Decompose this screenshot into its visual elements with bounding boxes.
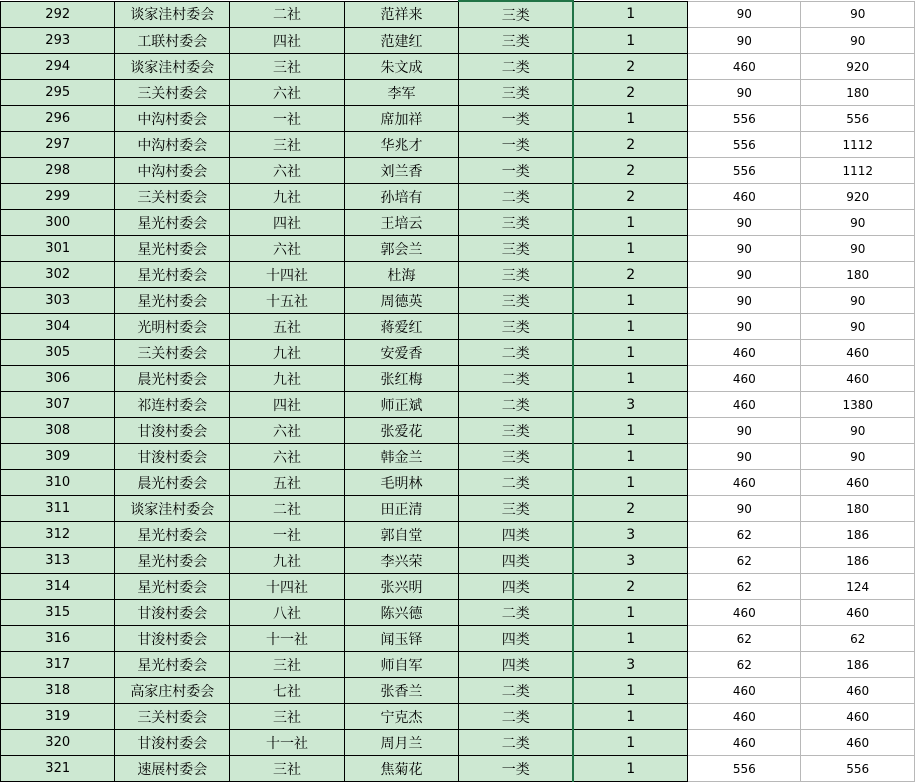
name-cell[interactable]: 张兴明 [344, 574, 459, 600]
table-row[interactable] [1, 600, 915, 626]
table-row[interactable] [1, 132, 915, 158]
table-row[interactable] [1, 54, 915, 80]
village-committee-cell[interactable]: 星光村委会 [115, 652, 230, 678]
table-row[interactable] [1, 652, 915, 678]
standard-amount-cell[interactable]: 460 [688, 678, 801, 704]
table-row[interactable] [1, 106, 915, 132]
name-cell[interactable]: 闻玉铎 [344, 626, 459, 652]
village-committee-cell[interactable]: 三关村委会 [115, 80, 230, 106]
village-committee-cell[interactable]: 中沟村委会 [115, 132, 230, 158]
count-cell[interactable]: 1 [573, 418, 687, 444]
row-number-cell[interactable]: 295 [1, 80, 115, 106]
group-cell[interactable]: 十四社 [230, 574, 345, 600]
table-row[interactable] [1, 756, 915, 782]
group-cell[interactable]: 六社 [230, 80, 345, 106]
row-number-cell[interactable]: 300 [1, 210, 115, 236]
name-cell[interactable]: 李军 [344, 80, 459, 106]
total-amount-cell[interactable]: 460 [801, 340, 915, 366]
table-row[interactable] [1, 1, 915, 28]
village-committee-cell[interactable]: 星光村委会 [115, 522, 230, 548]
total-amount-cell[interactable]: 460 [801, 678, 915, 704]
category-cell[interactable]: 三类 [459, 1, 573, 28]
group-cell[interactable]: 三社 [230, 704, 345, 730]
count-cell[interactable]: 1 [573, 704, 687, 730]
village-committee-cell[interactable]: 星光村委会 [115, 262, 230, 288]
group-cell[interactable]: 九社 [230, 366, 345, 392]
standard-amount-cell[interactable]: 90 [688, 1, 801, 28]
total-amount-cell[interactable]: 460 [801, 470, 915, 496]
village-committee-cell[interactable]: 甘浚村委会 [115, 626, 230, 652]
count-cell[interactable]: 1 [573, 678, 687, 704]
count-cell[interactable]: 1 [573, 366, 687, 392]
count-cell[interactable]: 1 [573, 340, 687, 366]
name-cell[interactable]: 范建红 [344, 28, 459, 54]
group-cell[interactable]: 十五社 [230, 288, 345, 314]
standard-amount-cell[interactable]: 460 [688, 470, 801, 496]
row-number-cell[interactable]: 308 [1, 418, 115, 444]
name-cell[interactable]: 毛明林 [344, 470, 459, 496]
standard-amount-cell[interactable]: 460 [688, 392, 801, 418]
row-number-cell[interactable]: 321 [1, 756, 115, 782]
name-cell[interactable]: 蒋爱红 [344, 314, 459, 340]
total-amount-cell[interactable]: 1112 [801, 158, 915, 184]
village-committee-cell[interactable]: 祁连村委会 [115, 392, 230, 418]
group-cell[interactable]: 七社 [230, 678, 345, 704]
village-committee-cell[interactable]: 三关村委会 [115, 340, 230, 366]
count-cell[interactable]: 1 [573, 314, 687, 340]
village-committee-cell[interactable]: 晨光村委会 [115, 366, 230, 392]
table-row[interactable] [1, 470, 915, 496]
table-row[interactable] [1, 366, 915, 392]
standard-amount-cell[interactable]: 90 [688, 288, 801, 314]
group-cell[interactable]: 四社 [230, 210, 345, 236]
table-row[interactable] [1, 574, 915, 600]
standard-amount-cell[interactable]: 460 [688, 704, 801, 730]
count-cell[interactable]: 3 [573, 522, 687, 548]
village-committee-cell[interactable]: 光明村委会 [115, 314, 230, 340]
standard-amount-cell[interactable]: 90 [688, 262, 801, 288]
name-cell[interactable]: 陈兴德 [344, 600, 459, 626]
total-amount-cell[interactable]: 460 [801, 366, 915, 392]
row-number-cell[interactable]: 306 [1, 366, 115, 392]
group-cell[interactable]: 六社 [230, 444, 345, 470]
row-number-cell[interactable]: 319 [1, 704, 115, 730]
count-cell[interactable]: 3 [573, 548, 687, 574]
total-amount-cell[interactable]: 186 [801, 522, 915, 548]
total-amount-cell[interactable]: 556 [801, 106, 915, 132]
category-cell[interactable]: 四类 [459, 522, 573, 548]
total-amount-cell[interactable]: 90 [801, 444, 915, 470]
total-amount-cell[interactable]: 556 [801, 756, 915, 782]
name-cell[interactable]: 杜海 [344, 262, 459, 288]
count-cell[interactable]: 1 [573, 1, 687, 28]
table-row[interactable] [1, 444, 915, 470]
table-row[interactable] [1, 704, 915, 730]
table-row[interactable] [1, 28, 915, 54]
group-cell[interactable]: 九社 [230, 548, 345, 574]
village-committee-cell[interactable]: 甘浚村委会 [115, 730, 230, 756]
village-committee-cell[interactable]: 中沟村委会 [115, 106, 230, 132]
group-cell[interactable]: 三社 [230, 756, 345, 782]
table-row[interactable] [1, 522, 915, 548]
row-number-cell[interactable]: 304 [1, 314, 115, 340]
village-committee-cell[interactable]: 甘浚村委会 [115, 418, 230, 444]
name-cell[interactable]: 郭会兰 [344, 236, 459, 262]
standard-amount-cell[interactable]: 556 [688, 106, 801, 132]
name-cell[interactable]: 李兴荣 [344, 548, 459, 574]
table-row[interactable] [1, 418, 915, 444]
village-committee-cell[interactable]: 谈家洼村委会 [115, 1, 230, 28]
standard-amount-cell[interactable]: 460 [688, 54, 801, 80]
village-committee-cell[interactable]: 甘浚村委会 [115, 600, 230, 626]
name-cell[interactable]: 师正斌 [344, 392, 459, 418]
standard-amount-cell[interactable]: 62 [688, 522, 801, 548]
category-cell[interactable]: 三类 [459, 80, 573, 106]
total-amount-cell[interactable]: 90 [801, 210, 915, 236]
count-cell[interactable]: 2 [573, 132, 687, 158]
standard-amount-cell[interactable]: 90 [688, 496, 801, 522]
table-row[interactable] [1, 678, 915, 704]
name-cell[interactable]: 宁克杰 [344, 704, 459, 730]
total-amount-cell[interactable]: 180 [801, 262, 915, 288]
name-cell[interactable]: 朱文成 [344, 54, 459, 80]
village-committee-cell[interactable]: 谈家洼村委会 [115, 54, 230, 80]
table-row[interactable] [1, 548, 915, 574]
count-cell[interactable]: 3 [573, 392, 687, 418]
table-row[interactable] [1, 80, 915, 106]
row-number-cell[interactable]: 307 [1, 392, 115, 418]
group-cell[interactable]: 八社 [230, 600, 345, 626]
group-cell[interactable]: 一社 [230, 522, 345, 548]
category-cell[interactable]: 二类 [459, 730, 573, 756]
name-cell[interactable]: 张香兰 [344, 678, 459, 704]
standard-amount-cell[interactable]: 556 [688, 132, 801, 158]
category-cell[interactable]: 一类 [459, 132, 573, 158]
standard-amount-cell[interactable]: 90 [688, 28, 801, 54]
category-cell[interactable]: 四类 [459, 652, 573, 678]
category-cell[interactable]: 四类 [459, 574, 573, 600]
name-cell[interactable]: 席加祥 [344, 106, 459, 132]
standard-amount-cell[interactable]: 62 [688, 626, 801, 652]
group-cell[interactable]: 六社 [230, 418, 345, 444]
row-number-cell[interactable]: 314 [1, 574, 115, 600]
category-cell[interactable]: 二类 [459, 392, 573, 418]
row-number-cell[interactable]: 301 [1, 236, 115, 262]
total-amount-cell[interactable]: 180 [801, 496, 915, 522]
village-committee-cell[interactable]: 星光村委会 [115, 288, 230, 314]
total-amount-cell[interactable]: 180 [801, 80, 915, 106]
row-number-cell[interactable]: 320 [1, 730, 115, 756]
category-cell[interactable]: 二类 [459, 600, 573, 626]
name-cell[interactable]: 刘兰香 [344, 158, 459, 184]
group-cell[interactable]: 二社 [230, 496, 345, 522]
count-cell[interactable]: 1 [573, 756, 687, 782]
total-amount-cell[interactable]: 920 [801, 54, 915, 80]
group-cell[interactable]: 二社 [230, 1, 345, 28]
row-number-cell[interactable]: 294 [1, 54, 115, 80]
row-number-cell[interactable]: 298 [1, 158, 115, 184]
table-row[interactable] [1, 210, 915, 236]
category-cell[interactable]: 三类 [459, 418, 573, 444]
row-number-cell[interactable]: 317 [1, 652, 115, 678]
table-row[interactable] [1, 262, 915, 288]
row-number-cell[interactable]: 316 [1, 626, 115, 652]
category-cell[interactable]: 二类 [459, 678, 573, 704]
village-committee-cell[interactable]: 中沟村委会 [115, 158, 230, 184]
standard-amount-cell[interactable]: 90 [688, 236, 801, 262]
standard-amount-cell[interactable]: 62 [688, 548, 801, 574]
name-cell[interactable]: 师自军 [344, 652, 459, 678]
table-row[interactable] [1, 236, 915, 262]
row-number-cell[interactable]: 303 [1, 288, 115, 314]
group-cell[interactable]: 三社 [230, 652, 345, 678]
standard-amount-cell[interactable]: 460 [688, 366, 801, 392]
village-committee-cell[interactable]: 速展村委会 [115, 756, 230, 782]
village-committee-cell[interactable]: 谈家洼村委会 [115, 496, 230, 522]
standard-amount-cell[interactable]: 460 [688, 600, 801, 626]
total-amount-cell[interactable]: 62 [801, 626, 915, 652]
table-row[interactable] [1, 340, 915, 366]
standard-amount-cell[interactable]: 62 [688, 574, 801, 600]
count-cell[interactable]: 1 [573, 28, 687, 54]
total-amount-cell[interactable]: 1380 [801, 392, 915, 418]
total-amount-cell[interactable]: 1112 [801, 132, 915, 158]
category-cell[interactable]: 二类 [459, 340, 573, 366]
group-cell[interactable]: 四社 [230, 392, 345, 418]
village-committee-cell[interactable]: 工联村委会 [115, 28, 230, 54]
count-cell[interactable]: 2 [573, 158, 687, 184]
total-amount-cell[interactable]: 186 [801, 548, 915, 574]
category-cell[interactable]: 三类 [459, 288, 573, 314]
count-cell[interactable]: 2 [573, 262, 687, 288]
total-amount-cell[interactable]: 186 [801, 652, 915, 678]
total-amount-cell[interactable]: 90 [801, 1, 915, 28]
category-cell[interactable]: 三类 [459, 236, 573, 262]
row-number-cell[interactable]: 310 [1, 470, 115, 496]
standard-amount-cell[interactable]: 62 [688, 652, 801, 678]
group-cell[interactable]: 一社 [230, 106, 345, 132]
count-cell[interactable]: 2 [573, 80, 687, 106]
count-cell[interactable]: 2 [573, 496, 687, 522]
name-cell[interactable]: 焦菊花 [344, 756, 459, 782]
count-cell[interactable]: 1 [573, 288, 687, 314]
group-cell[interactable]: 十一社 [230, 626, 345, 652]
row-number-cell[interactable]: 292 [1, 1, 115, 28]
table-row[interactable] [1, 730, 915, 756]
count-cell[interactable]: 2 [573, 184, 687, 210]
table-row[interactable] [1, 392, 915, 418]
count-cell[interactable]: 2 [573, 574, 687, 600]
total-amount-cell[interactable]: 90 [801, 236, 915, 262]
village-committee-cell[interactable]: 三关村委会 [115, 704, 230, 730]
total-amount-cell[interactable]: 920 [801, 184, 915, 210]
row-number-cell[interactable]: 305 [1, 340, 115, 366]
row-number-cell[interactable]: 318 [1, 678, 115, 704]
name-cell[interactable]: 范祥来 [344, 1, 459, 28]
village-committee-cell[interactable]: 星光村委会 [115, 236, 230, 262]
category-cell[interactable]: 一类 [459, 756, 573, 782]
name-cell[interactable]: 王培云 [344, 210, 459, 236]
standard-amount-cell[interactable]: 460 [688, 340, 801, 366]
row-number-cell[interactable]: 312 [1, 522, 115, 548]
table-row[interactable] [1, 288, 915, 314]
village-committee-cell[interactable]: 星光村委会 [115, 210, 230, 236]
total-amount-cell[interactable]: 460 [801, 600, 915, 626]
name-cell[interactable]: 张红梅 [344, 366, 459, 392]
row-number-cell[interactable]: 315 [1, 600, 115, 626]
row-number-cell[interactable]: 311 [1, 496, 115, 522]
group-cell[interactable]: 九社 [230, 184, 345, 210]
category-cell[interactable]: 三类 [459, 262, 573, 288]
category-cell[interactable]: 三类 [459, 314, 573, 340]
standard-amount-cell[interactable]: 460 [688, 730, 801, 756]
group-cell[interactable]: 六社 [230, 236, 345, 262]
row-number-cell[interactable]: 313 [1, 548, 115, 574]
standard-amount-cell[interactable]: 90 [688, 210, 801, 236]
category-cell[interactable]: 四类 [459, 626, 573, 652]
standard-amount-cell[interactable]: 556 [688, 756, 801, 782]
group-cell[interactable]: 九社 [230, 340, 345, 366]
name-cell[interactable]: 韩金兰 [344, 444, 459, 470]
standard-amount-cell[interactable]: 460 [688, 184, 801, 210]
row-number-cell[interactable]: 293 [1, 28, 115, 54]
category-cell[interactable]: 三类 [459, 210, 573, 236]
category-cell[interactable]: 二类 [459, 704, 573, 730]
category-cell[interactable]: 二类 [459, 366, 573, 392]
total-amount-cell[interactable]: 460 [801, 730, 915, 756]
category-cell[interactable]: 三类 [459, 444, 573, 470]
table-row[interactable] [1, 184, 915, 210]
category-cell[interactable]: 三类 [459, 496, 573, 522]
group-cell[interactable]: 三社 [230, 132, 345, 158]
group-cell[interactable]: 十一社 [230, 730, 345, 756]
name-cell[interactable]: 周德英 [344, 288, 459, 314]
standard-amount-cell[interactable]: 90 [688, 80, 801, 106]
village-committee-cell[interactable]: 甘浚村委会 [115, 444, 230, 470]
standard-amount-cell[interactable]: 90 [688, 444, 801, 470]
category-cell[interactable]: 四类 [459, 548, 573, 574]
group-cell[interactable]: 三社 [230, 54, 345, 80]
total-amount-cell[interactable]: 90 [801, 288, 915, 314]
table-row[interactable] [1, 496, 915, 522]
total-amount-cell[interactable]: 124 [801, 574, 915, 600]
category-cell[interactable]: 二类 [459, 184, 573, 210]
table-row[interactable] [1, 626, 915, 652]
count-cell[interactable]: 1 [573, 470, 687, 496]
count-cell[interactable]: 1 [573, 600, 687, 626]
count-cell[interactable]: 1 [573, 444, 687, 470]
row-number-cell[interactable]: 302 [1, 262, 115, 288]
group-cell[interactable]: 四社 [230, 28, 345, 54]
name-cell[interactable]: 张爱花 [344, 418, 459, 444]
table-row[interactable] [1, 314, 915, 340]
count-cell[interactable]: 1 [573, 236, 687, 262]
name-cell[interactable]: 安爱香 [344, 340, 459, 366]
count-cell[interactable]: 1 [573, 730, 687, 756]
category-cell[interactable]: 二类 [459, 470, 573, 496]
standard-amount-cell[interactable]: 90 [688, 314, 801, 340]
category-cell[interactable]: 一类 [459, 158, 573, 184]
total-amount-cell[interactable]: 90 [801, 418, 915, 444]
name-cell[interactable]: 郭自堂 [344, 522, 459, 548]
group-cell[interactable]: 十四社 [230, 262, 345, 288]
count-cell[interactable]: 1 [573, 210, 687, 236]
category-cell[interactable]: 二类 [459, 54, 573, 80]
count-cell[interactable]: 1 [573, 106, 687, 132]
count-cell[interactable]: 3 [573, 652, 687, 678]
total-amount-cell[interactable]: 460 [801, 704, 915, 730]
village-committee-cell[interactable]: 星光村委会 [115, 574, 230, 600]
village-committee-cell[interactable]: 三关村委会 [115, 184, 230, 210]
row-number-cell[interactable]: 309 [1, 444, 115, 470]
group-cell[interactable]: 五社 [230, 470, 345, 496]
name-cell[interactable]: 华兆才 [344, 132, 459, 158]
category-cell[interactable]: 三类 [459, 28, 573, 54]
count-cell[interactable]: 2 [573, 54, 687, 80]
group-cell[interactable]: 五社 [230, 314, 345, 340]
group-cell[interactable]: 六社 [230, 158, 345, 184]
row-number-cell[interactable]: 297 [1, 132, 115, 158]
count-cell[interactable]: 1 [573, 626, 687, 652]
total-amount-cell[interactable]: 90 [801, 314, 915, 340]
standard-amount-cell[interactable]: 556 [688, 158, 801, 184]
village-committee-cell[interactable]: 晨光村委会 [115, 470, 230, 496]
village-committee-cell[interactable]: 星光村委会 [115, 548, 230, 574]
row-number-cell[interactable]: 299 [1, 184, 115, 210]
row-number-cell[interactable]: 296 [1, 106, 115, 132]
table-row[interactable] [1, 158, 915, 184]
name-cell[interactable]: 田正清 [344, 496, 459, 522]
category-cell[interactable]: 一类 [459, 106, 573, 132]
name-cell[interactable]: 孙培有 [344, 184, 459, 210]
name-cell[interactable]: 周月兰 [344, 730, 459, 756]
village-committee-cell[interactable]: 高家庄村委会 [115, 678, 230, 704]
standard-amount-cell[interactable]: 90 [688, 418, 801, 444]
total-amount-cell[interactable]: 90 [801, 28, 915, 54]
